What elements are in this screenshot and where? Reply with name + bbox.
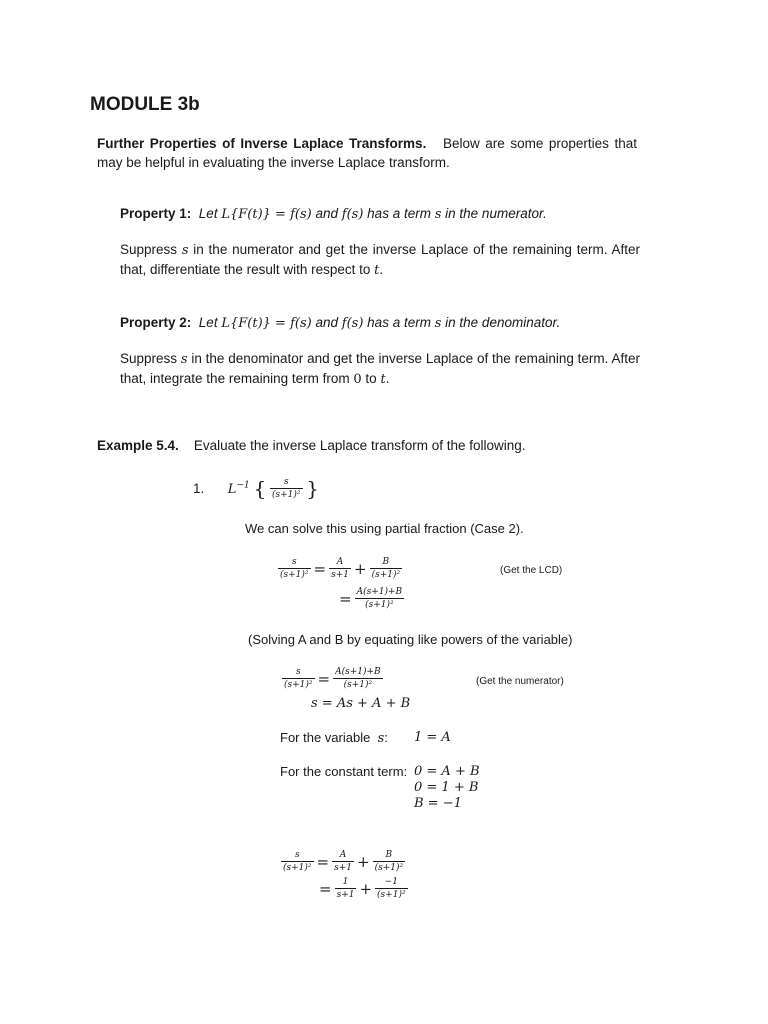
- intro-paragraph: [97, 134, 637, 172]
- property2-zero: 0: [353, 372, 362, 387]
- property2-expr2: f(s): [341, 316, 364, 331]
- example-text: Evaluate the inverse Laplace transform of the following.: [193, 438, 526, 453]
- left-brace: {: [253, 476, 267, 501]
- property2-label: Property 2:: [120, 315, 192, 330]
- constant-label: For the constant term:: [280, 764, 408, 779]
- property2-p2: in the denominator and get the inverse Laplace of the remaining term. After that, integrate the remaining term from: [120, 351, 640, 386]
- inverse-superscript: −1: [236, 480, 250, 491]
- property2-desc-s: s: [180, 352, 188, 367]
- pf-equation-3: $\frac{s}{\text{(s+1)²}}$ = $\frac{A(s+1)+B}{\text{(s+1)²}}$: [284, 667, 381, 690]
- property2-tail: in the denominator.: [445, 315, 561, 330]
- pf-equation-4: $\frac{s}{\text{(s+1)²}}$ = $\frac{A}{s+1}$ + $\frac{B}{\text{(s+1)²}}$: [283, 850, 404, 873]
- property2-t: t: [380, 372, 386, 387]
- note-get-numerator: (Get the numerator): [476, 676, 564, 687]
- example-label: Example 5.4.: [97, 438, 179, 453]
- property2-p1: Suppress: [120, 351, 178, 366]
- property1-p1: Suppress: [120, 242, 178, 257]
- eq-0-1-b: 0 = 1 + B: [414, 780, 479, 795]
- property2-and: and: [315, 315, 338, 330]
- case-text: We can solve this using partial fraction (Case 2).: [245, 521, 524, 536]
- example-item-1: [193, 476, 319, 501]
- intro-text: Below are some properties that may be helpful in evaluating the inverse Laplace transform.: [97, 136, 637, 170]
- variable-label: For the variable s:: [280, 730, 388, 746]
- property1-end: .: [379, 262, 384, 277]
- pf-equation-1: $\frac{s}{\text{(s+1)²}}$ = $\frac{A}{s+1}$ + $\frac{B}{\text{(s+1)²}}$: [280, 557, 401, 580]
- right-brace: }: [306, 476, 320, 501]
- property1-statement: [120, 204, 547, 224]
- property1-expr2: f(s): [341, 207, 364, 222]
- item-fraction: $\frac{s}{\text{(s+1)²}}$: [271, 477, 301, 500]
- property2-end: .: [385, 371, 390, 386]
- property2-statement: [120, 313, 560, 333]
- eq-b-neg1: B = −1: [414, 796, 462, 811]
- property1-tail: in the numerator.: [445, 206, 547, 221]
- property1-desc-s: s: [181, 243, 189, 258]
- eq-0-a-b: 0 = A + B: [414, 764, 480, 779]
- property1-description: [120, 240, 640, 280]
- property2-let: Let: [198, 315, 218, 330]
- property2-has: has a term: [367, 315, 431, 330]
- item-number: 1.: [193, 481, 205, 496]
- eq-1-equals-a: 1 = A: [414, 730, 451, 745]
- property2-expr1: L{F(t)} = f(s): [221, 316, 312, 331]
- pf-equation-5: = $\frac{1}{s+1}$ + $\frac{-1}{\text{(s+1)²}}$: [319, 877, 406, 900]
- property2-description: [120, 349, 640, 389]
- property1-has: has a term: [367, 206, 431, 221]
- property1-label: Property 1:: [120, 206, 192, 221]
- pf-equation-2: = $\frac{A(s+1)+B}{\text{(s+1)²}}$: [339, 587, 403, 610]
- property2-s: s: [434, 316, 442, 331]
- property1-and: and: [315, 206, 338, 221]
- solving-text: (Solving A and B by equating like powers of the variable): [248, 632, 573, 647]
- laplace-operator: L: [227, 481, 237, 497]
- eq-s-expansion: s = As + A + B: [311, 696, 411, 711]
- module-title: MODULE 3b: [90, 94, 200, 115]
- property1-let: Let: [198, 206, 218, 221]
- property1-s: s: [434, 207, 442, 222]
- property1-p2: in the numerator and get the inverse Laplace of the remaining term. After that, differentiate the result with respect to: [120, 242, 640, 277]
- property1-expr1: L{F(t)} = f(s): [221, 207, 312, 222]
- example-heading: [97, 438, 526, 453]
- note-get-lcd: (Get the LCD): [500, 565, 563, 576]
- intro-heading: Further Properties of Inverse Laplace Transforms.: [97, 136, 427, 151]
- property2-to: to: [365, 371, 377, 386]
- property1-t: t: [374, 263, 380, 278]
